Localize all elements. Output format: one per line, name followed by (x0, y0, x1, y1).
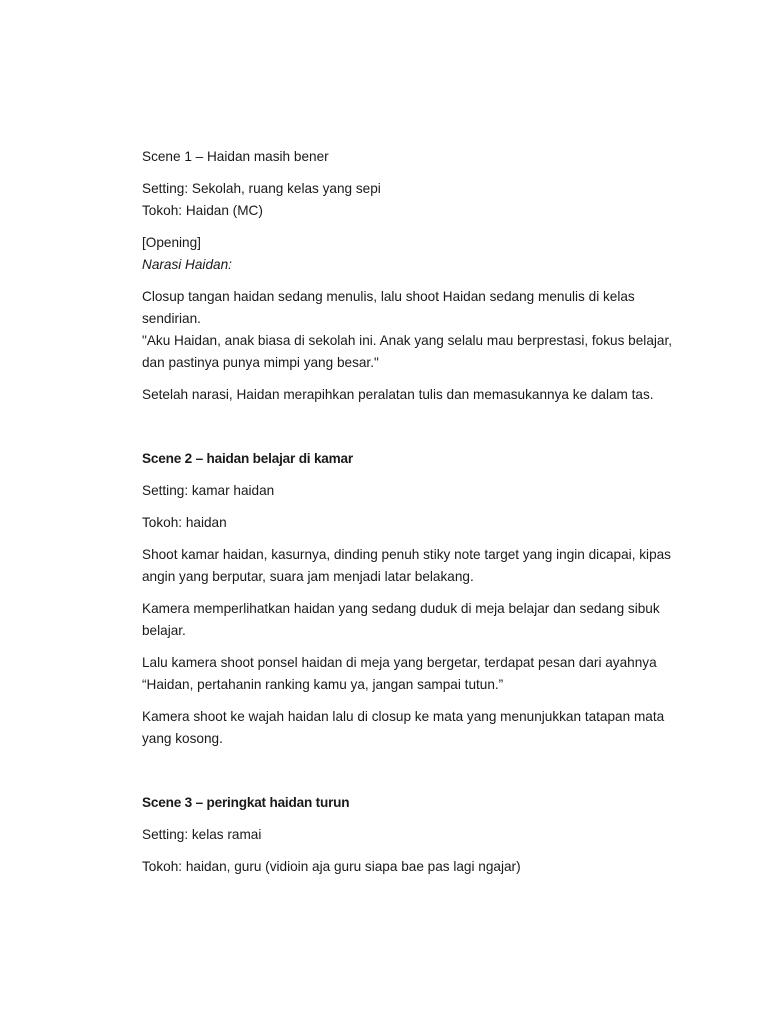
scene-1-closup: Closup tangan haidan sedang menulis, lalu shoot Haidan sedang menulis di kelas sendirian. (142, 289, 635, 326)
scene-1-quote: "Aku Haidan, anak biasa di sekolah ini. Anak yang selalu mau berprestasi, fokus belajar, dan pastinya punya mimpi yang besar." (142, 333, 673, 370)
scene-2-title: Scene 2 – haidan belajar di kamar (142, 451, 354, 466)
scene-3-title: Scene 3 – peringkat haidan turun (142, 795, 350, 810)
document-body (142, 146, 672, 888)
scene-1-setting: Setting: Sekolah, ruang kelas yang sepi (142, 181, 381, 196)
scene-2-paragraph-2: Kamera memperlihatkan haidan yang sedang duduk di meja belajar dan sedang sibuk belajar. (142, 601, 660, 638)
scene-3-setting: Setting: kelas ramai (142, 827, 262, 842)
scene-2-setting: Setting: kamar haidan (142, 483, 275, 498)
scene-1-narasi-label: Narasi Haidan: (142, 257, 232, 272)
scene-1-opening: [Opening] (142, 235, 201, 250)
section-spacer (142, 416, 672, 448)
section-spacer (142, 760, 672, 792)
scene-1-after: Setelah narasi, Haidan merapihkan peralatan tulis dan memasukannya ke dalam tas. (142, 387, 654, 402)
scene-1-title: Scene 1 – Haidan masih bener (142, 149, 329, 164)
scene-2-paragraph-1: Shoot kamar haidan, kasurnya, dinding penuh stiky note target yang ingin dicapai, kipas angin yang berputar, suara jam menjadi latar belakang. (142, 547, 671, 584)
scene-2-tokoh: Tokoh: haidan (142, 515, 227, 530)
scene-1-tokoh: Tokoh: Haidan (MC) (142, 203, 263, 218)
scene-3-tokoh: Tokoh: haidan, guru (vidioin aja guru siapa bae pas lagi ngajar) (142, 859, 521, 874)
scene-2-paragraph-4: Kamera shoot ke wajah haidan lalu di closup ke mata yang menunjukkan tatapan mata yang kosong. (142, 709, 665, 746)
scene-2-paragraph-3: Lalu kamera shoot ponsel haidan di meja yang bergetar, terdapat pesan dari ayahnya “Haidan, pertahanin ranking kamu ya, jangan sampai tutun.” (142, 655, 657, 692)
